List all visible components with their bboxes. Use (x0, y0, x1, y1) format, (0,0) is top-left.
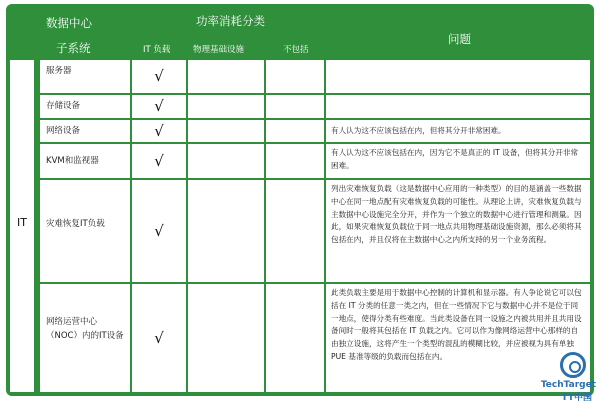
row-2-subsystem: 存储设备 (40, 95, 130, 118)
side-label: IT (17, 216, 27, 229)
watermark-brand-cn: TT中国 (561, 393, 592, 403)
row-5-infra-cell (188, 180, 264, 282)
row-5-subsystem: 灾难恢复IT负载 (40, 180, 130, 282)
row-5-issue: 列出灾难恢复负载（这是数据中心应用的一种类型）的目的是涵盖一些数据中心在同一地点配有灾难恢复负载的可能性。从理论上讲，灾难恢复负载与主数据中心设施完全分开，并作为一个独立的数据中心进行管理和测量。因此，如果灾难恢复负载位于同一地点共用物理基础设施资源，那么必须将其包括在内，并且仅将在主数据中心之内所支持的另一个业务流程。 (326, 180, 590, 282)
row-4-infra-cell (188, 144, 264, 178)
row-6-it-check: √ (132, 284, 186, 392)
row-3-infra-cell (188, 120, 264, 142)
row-1-infra-cell (188, 60, 264, 93)
row-5-it-check: √ (132, 180, 186, 282)
row-2-exclude-cell (266, 95, 324, 118)
row-2-infra-cell (188, 95, 264, 118)
header-it-load: IT 负载 (143, 45, 171, 55)
row-4-exclude-cell (266, 144, 324, 178)
header-subsystem-line1: 数据中心 (46, 16, 92, 30)
row-2-issue (326, 95, 590, 118)
header-power-group: 功率消耗分类 (196, 14, 265, 28)
row-6-exclude-cell (266, 284, 324, 392)
row-6-subsystem: 网络运营中心（NOC）内的IT设备 (40, 284, 130, 392)
row-6-issue: 此类负载主要是用于数据中心控制的计算机和显示器。有人争论说它可以包括在 IT 分类的任意一类之内，但在一些情况下它与数据中心并不是位于同一地点，使得分类有些难度。当此类设备在同一设施之内被共用并且共用设备间时一般将其包括在 IT 负载之内。它可以作为像网络运营中心那样的自由独立设施，这将产生一个类型的混乱的模糊比较，并应被视为具有单独 PUE 基准等级的负载而包括在内。 (326, 284, 590, 392)
row-4-issue: 有人认为这不应该包括在内，因为它不是真正的 IT 设备，但将其分开非常困难。 (326, 144, 590, 178)
header-exclude: 不包括 (283, 45, 309, 55)
header-issue: 问题 (448, 32, 471, 46)
row-3-subsystem: 网络设备 (40, 120, 130, 142)
techtarget-logo-icon (560, 352, 586, 378)
row-4-it-check: √ (132, 144, 186, 178)
row-2-it-check: √ (132, 95, 186, 118)
row-3-it-check: √ (132, 120, 186, 142)
row-1-subsystem: 服务器 (40, 60, 130, 93)
row-1-it-check: √ (132, 60, 186, 93)
header-physical-infra: 物理基础设施 (193, 45, 245, 55)
row-5-exclude-cell (266, 180, 324, 282)
row-3-issue: 有人认为这不应该包括在内，但将其分开非常困难。 (326, 120, 590, 142)
row-3-exclude-cell (266, 120, 324, 142)
row-1-exclude-cell (266, 60, 324, 93)
row-4-subsystem: KVM和监视器 (40, 144, 130, 178)
header-subsystem-line2: 子系统 (56, 41, 91, 55)
row-6-infra-cell (188, 284, 264, 392)
techtarget-watermark (540, 352, 596, 402)
watermark-brand: TechTarget (540, 380, 596, 390)
row-1-issue (326, 60, 590, 93)
